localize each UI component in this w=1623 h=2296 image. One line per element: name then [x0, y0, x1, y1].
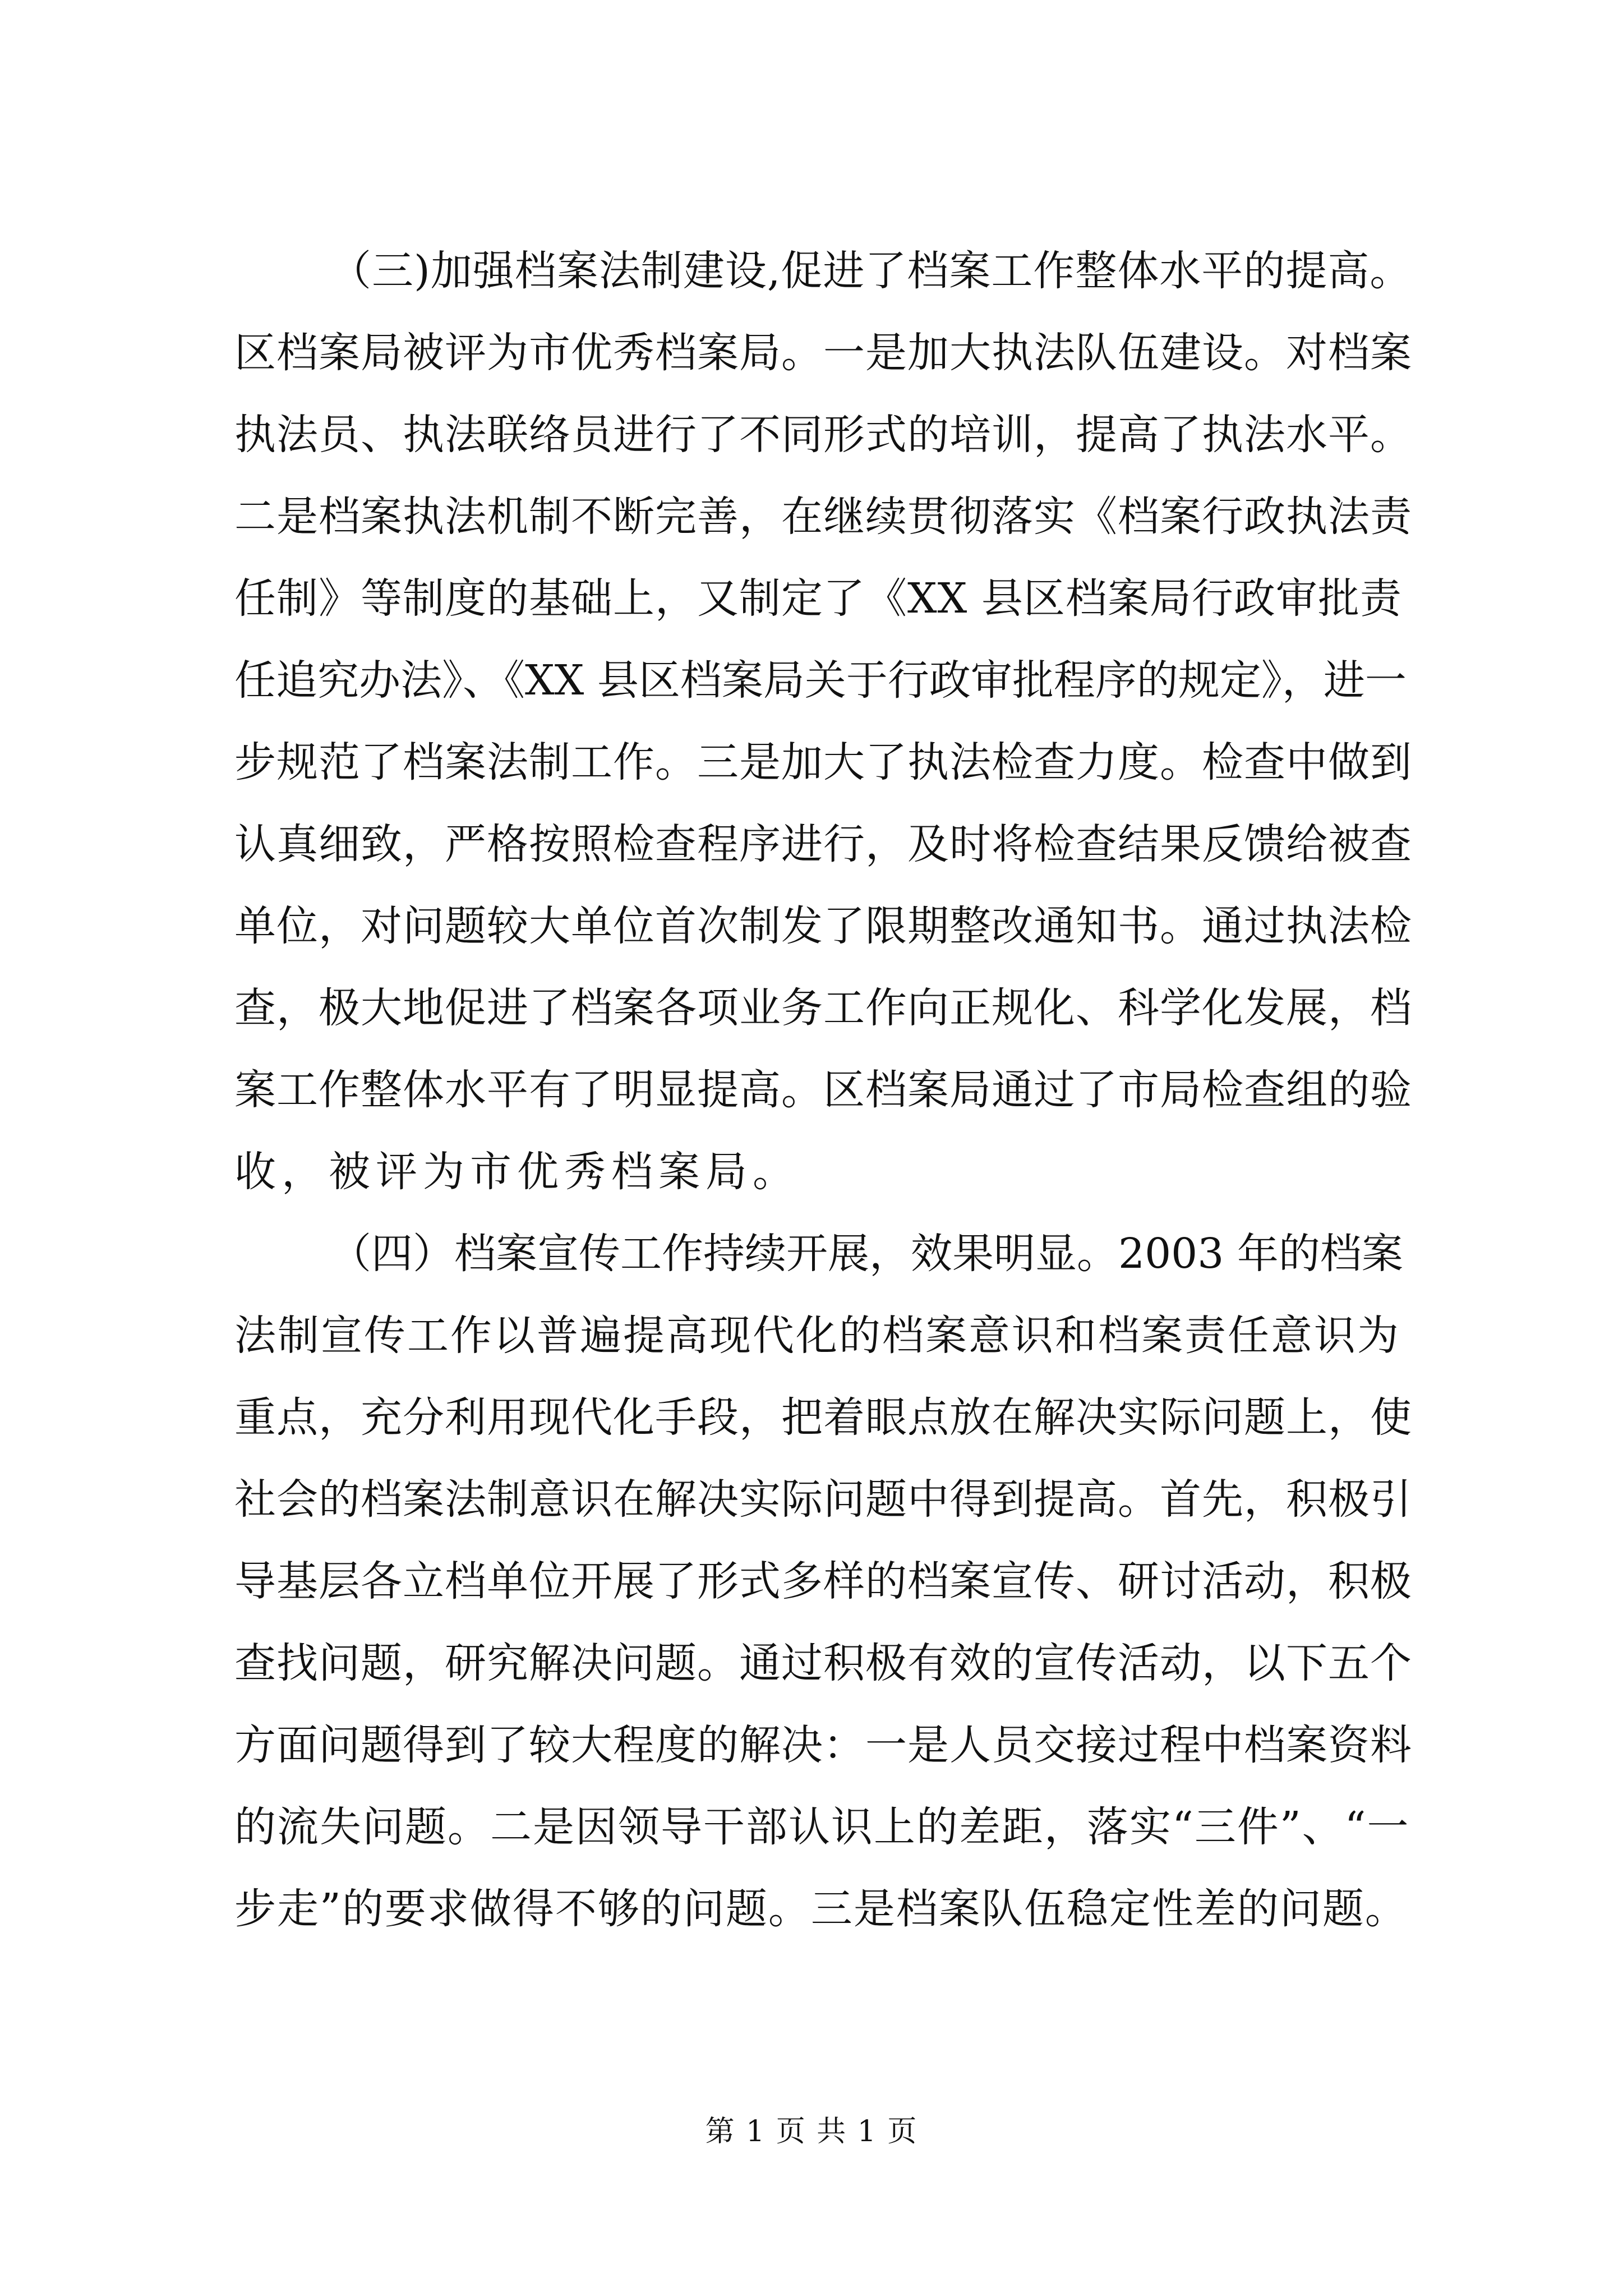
paragraph-3-line-1: （三)加强档案法制建设,促进了档案工作整体水平的提高。 [330, 247, 1412, 295]
paragraph-3-line-4: 二是档案执法机制不断完善，在继续贯彻落实《档案行政执法责 [234, 493, 1412, 541]
paragraph-3-line-12: 收，被评为市优秀档案局。 [234, 1148, 800, 1196]
page-footer [0, 2109, 1623, 2154]
paragraph-3-line-9: 单位，对问题较大单位首次制发了限期整改通知书。通过执法检 [234, 902, 1412, 950]
paragraph-4-line-5: 导基层各立档单位开展了形式多样的档案宣传、研讨活动，积极 [234, 1557, 1412, 1605]
paragraph-4-line-9: 步走”的要求做得不够的问题。三是档案队伍稳定性差的问题。 [234, 1885, 1408, 1933]
paragraph-3-line-8: 认真细致，严格按照检查程序进行，及时将检查结果反馈给被查 [234, 820, 1412, 868]
paragraph-3-line-11: 案工作整体水平有了明显提高。区档案局通过了市局检查组的验 [234, 1066, 1412, 1114]
paragraph-4-line-8: 的流失问题。二是因领导干部认识上的差距，落实“三件”、“一 [234, 1803, 1410, 1851]
paragraph-3-line-3: 执法员、执法联络员进行了不同形式的培训，提高了执法水平。 [234, 411, 1412, 459]
paragraph-4-line-3: 重点，充分利用现代化手段，把着眼点放在解决实际问题上，使 [234, 1393, 1412, 1442]
document-body [234, 230, 1412, 1950]
paragraph-3-line-10: 查，极大地促进了档案各项业务工作向正规化、科学化发展，档 [234, 984, 1412, 1032]
paragraph-4-line-2: 法制宣传工作以普遍提高现代化的档案意识和档案责任意识为 [234, 1312, 1400, 1360]
page-number-label: 第 1 页 共 1 页 [705, 2115, 918, 2148]
paragraph-4-line-6: 查找问题，研究解决问题。通过积极有效的宣传活动，以下五个 [234, 1639, 1412, 1687]
paragraph-4-line-1: （四）档案宣传工作持续开展，效果明显。2003 年的档案 [330, 1230, 1403, 1278]
paragraph-3-line-6: 任追究办法》、《XX 县区档案局关于行政审批程序的规定》，进一 [234, 656, 1407, 705]
paragraph-4-line-7: 方面问题得到了较大程度的解决：一是人员交接过程中档案资料 [234, 1721, 1412, 1769]
paragraph-3-line-7: 步规范了档案法制工作。三是加大了执法检查力度。检查中做到 [234, 738, 1412, 786]
paragraph-4-line-4: 社会的档案法制意识在解决实际问题中得到提高。首先，积极引 [234, 1475, 1412, 1524]
paragraph-3-line-2: 区档案局被评为市优秀档案局。一是加大执法队伍建设。对档案 [234, 329, 1412, 377]
paragraph-3-line-5: 任制》等制度的基础上，又制定了《XX 县区档案局行政审批责 [234, 574, 1402, 623]
